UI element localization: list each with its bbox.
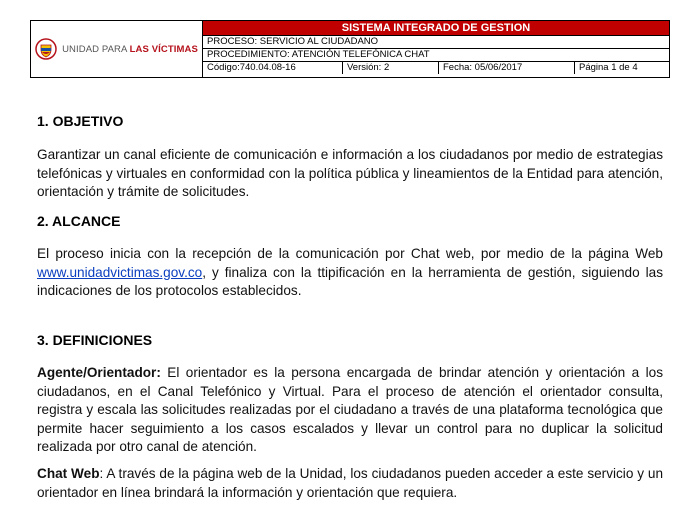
brand-prefix: UNIDAD PARA	[62, 43, 127, 55]
logo-cell	[31, 21, 203, 77]
heading-objetivo: 1. OBJETIVO	[37, 113, 124, 129]
objetivo-text: Garantizar un canal eficiente de comunicación e información a los ciudadanos por medio de estrategias telefónicas y virtuales en conformidad con la política pública y lineamientos de la Entidad para atención, orientación y trámite de solicitudes.	[37, 147, 663, 200]
proceso-row: PROCESO: SERVICIO AL CIUDADANO	[203, 36, 669, 49]
pagina-cell: Página 1 de 4	[579, 62, 638, 73]
codigo-cell: Código:740.04.08-16	[203, 62, 343, 74]
agente-term: Agente/Orientador:	[37, 365, 161, 380]
heading-alcance: 2. ALCANCE	[37, 213, 121, 229]
brand-emphasis: LAS VÍCTIMAS	[129, 43, 198, 55]
agente-definition	[37, 364, 663, 457]
chat-text: : A través de la página web de la Unidad, los ciudadanos pueden acceder a este servicio y un orientador en línea brindará la información y orientación que requiera.	[37, 466, 664, 500]
brand-logo	[62, 44, 198, 55]
fecha-cell: Fecha: 05/06/2017	[439, 62, 575, 74]
chat-term: Chat Web	[37, 466, 100, 481]
alcance-text-before: El proceso inicia con la recepción de la comunicación por Chat web, por medio de la página Web	[37, 246, 663, 261]
agente-text: El orientador es la persona encargada de brindar atención y orientación a los ciudadanos, en el Canal Telefónico y Virtual. Para el proceso de atención el orientador consulta, registra y escala las solicitudes realizadas por el ciudadano a través de una plataforma tecnológica que permite hacer seguimiento a los casos escalados y llevar un control para no duplicar la solicitud realizada por otro canal de atención.	[37, 365, 663, 455]
system-title: SISTEMA INTEGRADO DE GESTION	[203, 21, 669, 36]
alcance-text	[37, 245, 663, 301]
header-info	[203, 21, 669, 77]
heading-definiciones: 3. DEFINICIONES	[37, 332, 153, 348]
alcance-text-after: , y finaliza con la ttipificación en la herramienta de gestión, siguiendo las indicaciones de los protocolos establecidos.	[37, 264, 663, 299]
meta-row	[203, 62, 669, 74]
chat-definition	[37, 465, 663, 502]
website-link[interactable]: www.unidadvictimas.gov.co	[37, 264, 203, 280]
procedimiento-row: PROCEDIMIENTO: ATENCIÓN TELEFÓNICA CHAT	[203, 49, 669, 62]
coat-of-arms-icon	[35, 38, 57, 60]
version-cell: Versión: 2	[343, 62, 439, 74]
document-header	[30, 20, 670, 78]
